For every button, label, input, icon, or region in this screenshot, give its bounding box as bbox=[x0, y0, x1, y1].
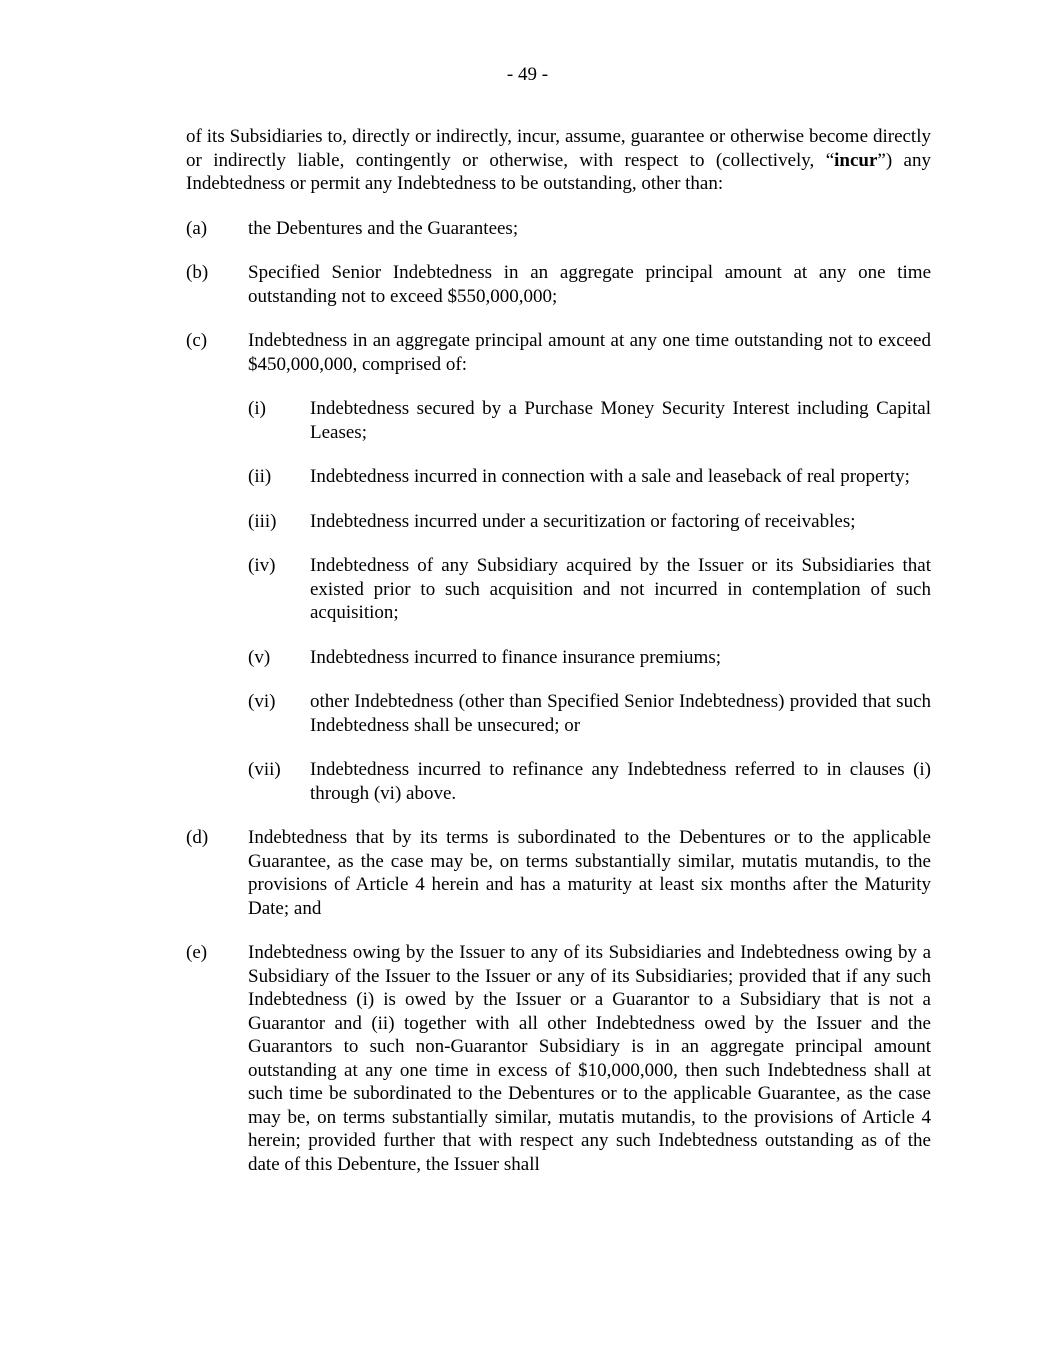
clause-number: (e) bbox=[186, 942, 208, 963]
subclause-text: other Indebtedness (other than Specified Senior Indebtedness) provided that such Indebtedness shall be unsecured; or bbox=[310, 691, 931, 736]
document-body bbox=[186, 125, 931, 1176]
subclause-i bbox=[248, 397, 931, 444]
subclause-vii bbox=[248, 758, 931, 805]
clause-text: the Debentures and the Guarantees; bbox=[248, 217, 519, 239]
clause-text: Specified Senior Indebtedness in an aggregate principal amount at any one time outstanding not to exceed $550,000,000; bbox=[248, 262, 931, 307]
subclause-iii bbox=[248, 510, 931, 534]
subclause-number: (vi) bbox=[248, 691, 276, 712]
intro-text-after: ”) any Indebtedness or permit any Indebtedness to be outstanding, other than: bbox=[186, 149, 931, 194]
clause-b bbox=[186, 261, 931, 308]
subclause-text: Indebtedness of any Subsidiary acquired by the Issuer or its Subsidiaries that existed prior to such acquisition and not incurred in contemplation of such acquisition; bbox=[310, 555, 931, 623]
subclause-number: (vii) bbox=[248, 759, 281, 780]
clause-e bbox=[186, 941, 931, 1176]
subclause-iv bbox=[248, 554, 931, 625]
subclause-list bbox=[248, 397, 931, 805]
subclause-vi bbox=[248, 690, 931, 737]
page-number: - 49 - bbox=[506, 64, 549, 85]
clause-number: (c) bbox=[186, 330, 208, 351]
subclause-number: (ii) bbox=[248, 466, 272, 487]
clause-c bbox=[186, 329, 931, 805]
intro-text-before: of its Subsidiaries to, directly or indirectly, incur, assume, guarantee or otherwise become directly or indirectly liable, contingently or otherwise, with respect to (collectively, “ bbox=[186, 126, 931, 171]
subclause-number: (iv) bbox=[248, 555, 276, 576]
defined-term-incur: incur bbox=[834, 149, 878, 171]
intro-paragraph bbox=[186, 125, 931, 196]
clause-text: Indebtedness in an aggregate principal amount at any one time outstanding not to exceed $450,000,000, comprised of: bbox=[248, 330, 931, 375]
clause-a bbox=[186, 217, 931, 241]
subclause-text: Indebtedness incurred to refinance any Indebtedness referred to in clauses (i) through (vi) above. bbox=[310, 759, 931, 804]
subclause-number: (i) bbox=[248, 398, 266, 419]
clause-d bbox=[186, 826, 931, 920]
subclause-v bbox=[248, 646, 931, 670]
clause-number: (a) bbox=[186, 217, 208, 239]
subclause-number: (v) bbox=[248, 646, 271, 668]
clause-number: (d) bbox=[186, 827, 209, 848]
subclause-text: Indebtedness incurred in connection with a sale and leaseback of real property; bbox=[310, 466, 910, 487]
subclause-number: (iii) bbox=[248, 510, 277, 532]
clause-number: (b) bbox=[186, 262, 209, 283]
clause-text: Indebtedness owing by the Issuer to any of its Subsidiaries and Indebtedness owing by a Subsidiary of the Issuer to the Issuer or any of its Subsidiaries; provided that if any such Indebtedness (i) is owed by the Issuer or a Guarantor to a Subsidiary that is not a Guarantor and (ii) together with all other Indebtedness owed by the Issuer and the Guarantors to such non-Guarantor Subsidiary is in an aggregate principal amount outstanding at any one time in excess of $10,000,000, then such Indebtedness shall at such time be subordinated to the Debentures or to the applicable Guarantee, as the case may be, on terms substantially similar, mutatis mutandis, to the provisions of Article 4 herein; provided further that with respect any such Indebtedness outstanding as of the date of this Debenture, the Issuer shall bbox=[248, 942, 931, 1175]
subclause-text: Indebtedness secured by a Purchase Money Security Interest including Capital Leases; bbox=[310, 398, 931, 443]
subclause-ii bbox=[248, 465, 931, 489]
subclause-text: Indebtedness incurred to finance insurance premiums; bbox=[310, 646, 721, 668]
subclause-text: Indebtedness incurred under a securitization or factoring of receivables; bbox=[310, 510, 856, 532]
clause-text: Indebtedness that by its terms is subordinated to the Debentures or to the applicable Guarantee, as the case may be, on terms substantially similar, mutatis mutandis, to the provisions of Article 4 herein and has a maturity at least six months after the Maturity Date; and bbox=[248, 827, 931, 919]
